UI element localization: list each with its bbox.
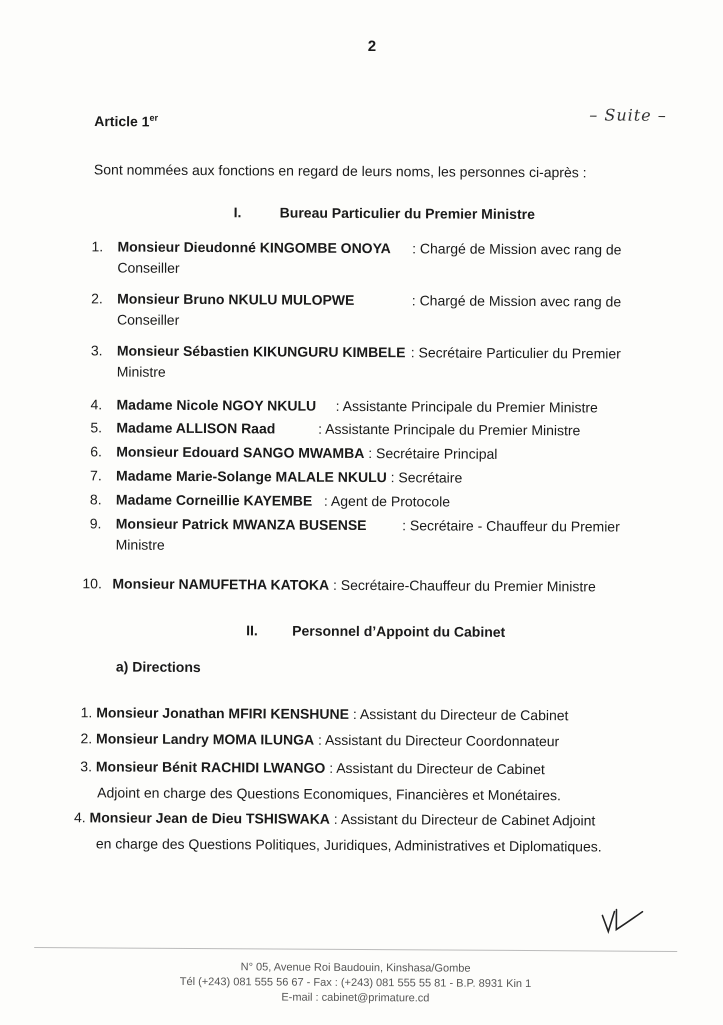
intro-text: Sont nommées aux fonctions en regard de leurs noms, les personnes ci-après : [93,161,587,181]
list-item: 4. Madame Nicole NGOY NKULU : Assistante Principale du Premier Ministre [90,396,598,416]
list-item: 7. Madame Marie-Solange MALALE NKULU : Secrétaire [90,467,463,486]
page-number: 2 [367,38,377,56]
footer-email: E-mail : cabinet@primature.cd [281,991,430,1005]
list-item: 5. Madame ALLISON Raad : Assistante Principale du Premier Ministre [90,419,581,439]
list-item: 1. Monsieur Jonathan MFIRI KENSHUNE : Assistant du Directeur de Cabinet [80,704,569,724]
list-item: 9. Monsieur Patrick MWANZA BUSENSE : Secrétaire - Chauffeur du Premier Ministre [89,515,620,553]
list-item: 2. Monsieur Bruno NKULU MULOPWE : Chargé de Mission avec rang de Conseiller [91,290,622,328]
list-item: 10. Monsieur NAMUFETHA KATOKA : Secrétaire-Chauffeur du Premier Ministre [82,575,596,595]
list-item: 3. Monsieur Sébastien KIKUNGURU KIMBELE : Secrétaire Particulier du Premier Ministre [90,342,621,380]
subsection-heading: a) Directions [115,658,201,676]
footer-divider [34,947,677,952]
list-item: 1. Monsieur Dieudonné KINGOMBE ONOYA : Chargé de Mission avec rang de Conseiller [91,238,622,276]
article-heading: Article 1er [94,112,159,130]
list-item: 4. Monsieur Jean de Dieu TSHISWAKA : Assistant du Directeur de Cabinet Adjoint en charge des Questions Politiques, Juridiques, Administratives et Diplomatiques. [73,809,602,855]
footer-address: N° 05, Avenue Roi Baudouin, Kinshasa/Gombe [240,961,471,975]
list-item: 8. Madame Corneillie KAYEMBE : Agent de Protocole [89,491,451,510]
signature-initials-icon [594,901,654,941]
section-heading-2: II. Personnel d’Appoint du Cabinet [246,622,506,640]
section-heading-1: I. Bureau Particulier du Premier Ministre [233,204,535,223]
list-item: 6. Monsieur Edouard SANGO MWAMBA : Secrétaire Principal [90,443,498,462]
list-item: 2. Monsieur Landry MOMA ILUNGA : Assistant du Directeur Coordonnateur [80,730,560,750]
list-item: 3. Monsieur Bénit RACHIDI LWANGO : Assistant du Directeur de Cabinet Adjoint en charge des Questions Economiques, Financières et Monétaires. [80,758,562,804]
suite-mark: – Suite – [589,105,667,125]
footer-phone: Tél (+243) 081 555 56 67 - Fax : (+243) 081 555 55 81 - B.P. 8931 Kin 1 [179,975,532,991]
